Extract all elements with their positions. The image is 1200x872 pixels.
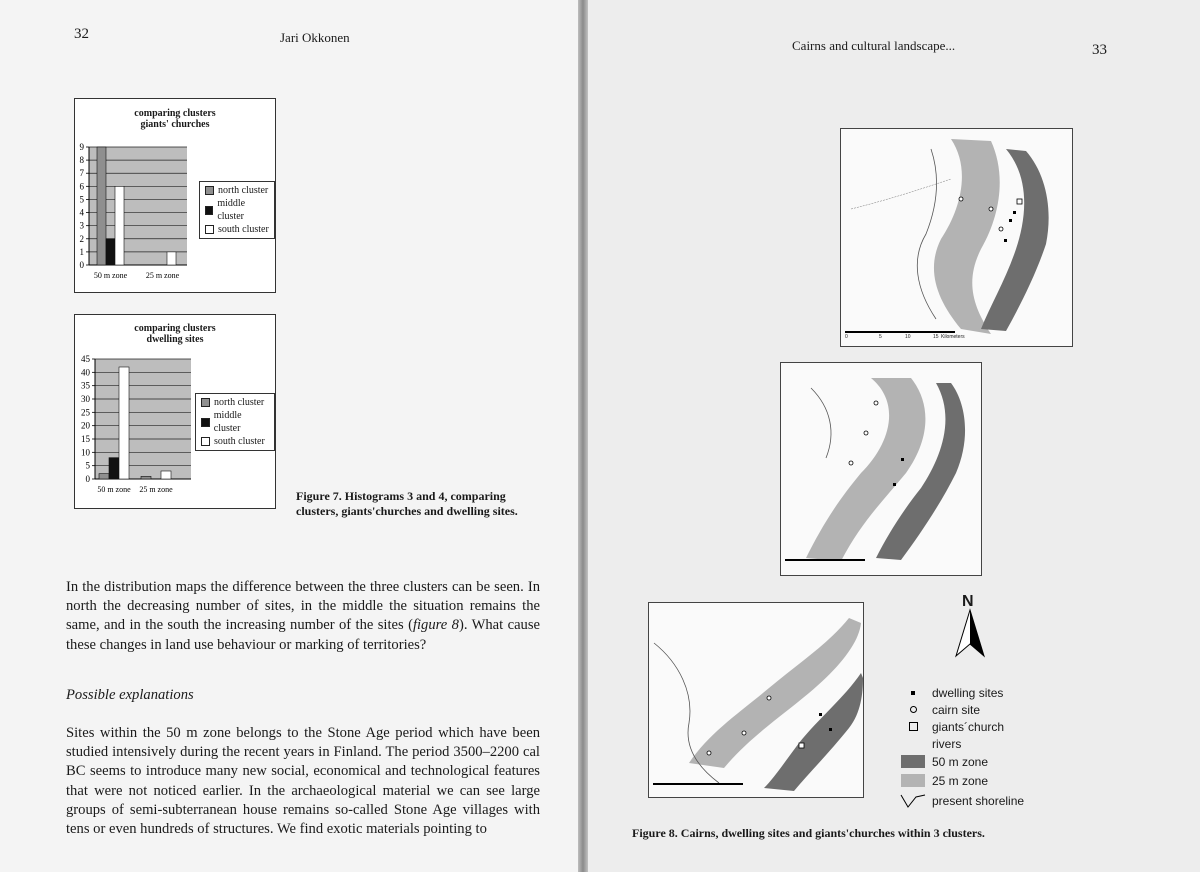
paragraph-distribution-maps	[66, 578, 540, 655]
y-tick-label: 30	[81, 394, 90, 404]
legend-label: middle cluster	[217, 198, 246, 222]
y-tick-label: 45	[81, 354, 90, 364]
histogram-title-line2: giants' churches	[140, 119, 210, 130]
open-square-icon	[900, 722, 926, 731]
open-circle-icon	[900, 706, 926, 713]
legend-label: dwelling sites	[932, 685, 1004, 700]
dwelling-site	[1009, 219, 1012, 222]
y-tick-label: 4	[79, 207, 84, 218]
legend-north-cluster	[205, 184, 269, 197]
legend-25m-zone	[900, 771, 1060, 790]
histogram-giants-churches	[74, 98, 276, 293]
filled-square-dot-icon	[900, 691, 926, 695]
scale-bar	[653, 783, 773, 785]
figure-8-caption: Figure 8. Cairns, dwelling sites and giants'churches within 3 clusters.	[632, 826, 985, 840]
y-tick-label: 15	[81, 434, 90, 444]
legend-giants-church	[900, 718, 1060, 735]
bar-middle-cluster	[106, 239, 115, 265]
dark-gray-swatch-icon	[900, 755, 926, 768]
right-page-number: 33	[1092, 42, 1107, 58]
histogram-title-line1: comparing clusters	[134, 108, 216, 119]
cairn-site	[989, 207, 993, 211]
north-label: N	[962, 593, 974, 610]
legend-middle-cluster	[201, 409, 269, 435]
y-tick-label: 35	[81, 380, 90, 391]
bar-south-cluster	[161, 471, 171, 479]
y-tick-label: 1	[79, 246, 84, 257]
legend-label: 25 m zone	[932, 773, 989, 788]
bar-south-cluster	[119, 367, 129, 479]
legend-label: giants´church	[932, 719, 1005, 734]
legend-south-cluster	[205, 223, 269, 236]
legend-dwelling-sites	[900, 684, 1060, 701]
present-shoreline	[917, 149, 936, 319]
paragraph-stone-age: Sites within the 50 m zone belongs to the Stone Age period which have been studied intensively during the recent years in Finland. The period 3500–2200 cal BC seems to introduce many new social, economical and technological features that were not noticed earlier. In the archaeological material we can see large groups of semi-subterranean house remains so-called Stone Age villages with tens or even hundreds of structures. We find exotic materials pointing to	[66, 725, 540, 838]
legend-label: south cluster	[218, 224, 269, 235]
north-cluster-swatch-icon	[201, 398, 210, 407]
middle-cluster-swatch-icon	[205, 206, 213, 215]
bar-south-cluster	[167, 252, 176, 265]
book-gutter	[578, 0, 588, 872]
present-shoreline	[811, 388, 831, 458]
figure-reference-link: figure 8	[412, 617, 459, 634]
north-cluster-swatch-icon	[205, 186, 214, 195]
y-tick-label: 9	[79, 142, 84, 152]
bar-north-cluster	[141, 476, 151, 479]
giants-church	[799, 743, 804, 748]
map-middle-cluster	[780, 362, 982, 576]
dwelling-site	[829, 728, 832, 731]
histogram-title-line2: dwelling sites	[146, 334, 204, 345]
south-cluster-swatch-icon	[201, 437, 210, 446]
bar-middle-cluster	[109, 458, 119, 479]
giants-church	[1017, 199, 1022, 204]
figure-7-caption: Figure 7. Histograms 3 and 4, comparing clusters, giants'churches and dwelling sites.	[296, 489, 518, 518]
y-tick-label: 5	[79, 194, 84, 205]
dwelling-site	[893, 483, 896, 486]
x-category-label: 50 m zone	[93, 271, 128, 280]
cairn-site	[874, 401, 878, 405]
light-gray-swatch-icon	[900, 774, 926, 787]
histogram-title-line1: comparing clusters	[134, 323, 216, 334]
histogram-legend	[195, 393, 275, 451]
scale-label: 15	[933, 334, 939, 340]
legend-label: middle cluster	[213, 410, 242, 434]
bar-north-cluster	[97, 147, 106, 265]
scale-label: Kilometers	[941, 334, 965, 340]
bleed-through-text	[340, 96, 540, 456]
histogram-legend	[199, 181, 275, 239]
y-tick-label: 10	[81, 447, 90, 458]
shoreline-line-icon	[900, 793, 926, 809]
south-cluster-swatch-icon	[205, 225, 214, 234]
legend-label: 50 m zone	[932, 754, 989, 769]
y-tick-label: 6	[79, 181, 84, 192]
cairn-site	[742, 731, 746, 735]
dwelling-site	[1013, 211, 1016, 214]
map-north-svg	[841, 129, 1072, 346]
legend-50m-zone	[900, 752, 1060, 771]
cairn-site	[959, 197, 963, 201]
y-tick-label: 2	[79, 233, 84, 244]
histogram-dwelling-sites	[74, 314, 276, 509]
dwelling-site	[1004, 239, 1007, 242]
y-tick-label: 40	[81, 367, 90, 378]
scale-label: 5	[879, 334, 882, 340]
legend-label: cairn site	[932, 702, 981, 717]
legend-present-shoreline	[900, 790, 1060, 812]
y-tick-label: 5	[85, 460, 90, 471]
cairn-site	[849, 461, 853, 465]
y-tick-label: 20	[81, 420, 90, 431]
paragraph-text: ). What cause these changes in land use behaviour or marking of territories?	[66, 617, 540, 653]
x-category-label: 25 m zone	[139, 485, 173, 494]
middle-cluster-swatch-icon	[201, 418, 210, 427]
legend-label: north cluster	[218, 185, 269, 196]
legend-label: north cluster	[214, 397, 265, 408]
cairn-site	[864, 431, 868, 435]
bar-south-cluster	[115, 186, 124, 265]
x-category-label: 50 m zone	[97, 485, 131, 494]
y-tick-label: 7	[79, 168, 84, 179]
cairn-site	[707, 751, 711, 755]
y-tick-label: 8	[79, 155, 84, 166]
map-south-cluster	[648, 602, 864, 798]
left-page	[0, 0, 578, 872]
section-heading: Possible explanations	[66, 687, 194, 703]
scale-label: 10	[905, 334, 911, 340]
y-tick-label: 0	[85, 474, 90, 484]
map-south-svg	[649, 603, 863, 797]
cairn-site	[767, 696, 771, 700]
legend-cairn-site	[900, 701, 1060, 718]
right-running-head: Cairns and cultural landscape...	[792, 38, 956, 53]
legend-north-cluster	[201, 396, 269, 409]
cairn-site	[999, 227, 1003, 231]
legend-rivers	[900, 735, 1060, 752]
map-legend	[900, 684, 1060, 812]
legend-south-cluster	[201, 435, 269, 448]
scale-bar	[785, 559, 915, 561]
dwelling-site	[819, 713, 822, 716]
map-middle-svg	[781, 363, 981, 575]
zone-25m-band	[689, 618, 861, 768]
legend-middle-cluster	[205, 197, 269, 223]
x-category-label: 25 m zone	[145, 271, 180, 280]
bar-north-cluster	[99, 474, 109, 479]
dwelling-site	[901, 458, 904, 461]
left-running-head: Jari Okkonen	[280, 30, 350, 45]
map-north-cluster	[840, 128, 1073, 347]
legend-label: rivers	[932, 736, 962, 751]
paragraph-text: In the distribution maps the difference between the three clusters can be seen. In north the decreasing number of sites, in the middle the situation remains the same, and in the south the increasing number of the sites (	[66, 579, 540, 634]
zone-25m-band	[934, 139, 1000, 334]
legend-label: south cluster	[214, 436, 265, 447]
y-tick-label: 0	[79, 260, 84, 270]
y-tick-label: 25	[81, 407, 90, 418]
scale-bar	[845, 331, 1005, 340]
y-tick-label: 3	[79, 220, 84, 231]
scale-label: 0	[845, 334, 848, 340]
left-page-number: 32	[74, 26, 89, 42]
legend-label: present shoreline	[932, 794, 1025, 808]
